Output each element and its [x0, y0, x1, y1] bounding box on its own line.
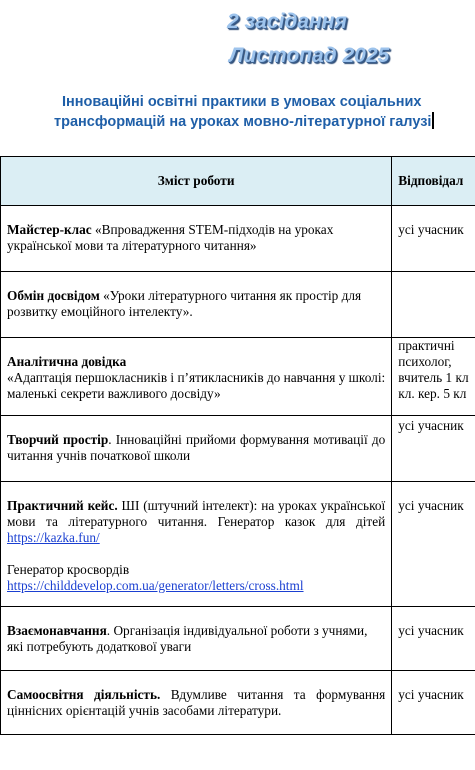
row-content [1, 206, 392, 272]
row-text: . Організація індивідуальної роботи з учнями, які потребують додаткової уваги [7, 623, 368, 654]
row-text: «Адаптація першокласників і п’ятикласників до навчання у школі: маленькі секрети важливого досвіду» [7, 370, 386, 401]
row-title: Обмін досвідом [7, 288, 100, 303]
row-content [1, 671, 392, 735]
column-header-content: Зміст роботи [1, 157, 392, 206]
table-row [1, 206, 475, 272]
row-content [1, 416, 392, 482]
row-title: Майстер-клас [7, 222, 92, 237]
row-responsible [392, 482, 475, 607]
crossword-generator-label: Генератор кросвордів [7, 562, 130, 577]
responsible-line: практичні [398, 338, 455, 353]
row-text: ШІ (штучний інтелект): на уроках української мови та літературного читання. Генератор казок для дітей [7, 498, 386, 529]
responsible-line: усі учасник [398, 418, 464, 433]
row-text: «Уроки літературного читання як простір для розвитку емоційного інтелекту». [7, 288, 362, 319]
row-content [1, 338, 392, 416]
row-responsible [392, 272, 475, 338]
work-plan-table [0, 156, 475, 735]
document-header [0, 0, 475, 150]
row-title: Аналітична довідка [7, 354, 127, 369]
row-content [1, 272, 392, 338]
table-row [1, 482, 475, 607]
responsible-line: усі учасник [398, 687, 464, 702]
topic-line-2-text: трансформацій на уроках мовно-літературної галузі [54, 114, 432, 130]
responsible-line: усі учасник [398, 222, 464, 237]
table-header-row [1, 157, 475, 206]
row-responsible [392, 671, 475, 735]
row-title: Творчий простір [7, 432, 109, 447]
crossword-generator-link[interactable]: https://childdevelop.com.ua/generator/letters/cross.html [7, 578, 304, 593]
row-title: Самоосвітня діяльність. [7, 687, 161, 702]
table-row [1, 416, 475, 482]
row-text: «Впровадження STEM-підходів на уроках української мови та літературного читання» [7, 222, 334, 253]
row-responsible [392, 607, 475, 671]
table-row [1, 671, 475, 735]
responsible-line: вчитель 1 кл [398, 370, 469, 385]
row-text: Вдумливе читання та формування ціннісних орієнтацій учнів засобами літератури. [7, 687, 386, 718]
row-responsible [392, 416, 475, 482]
table-row [1, 338, 475, 416]
kazka-link[interactable]: https://kazka.fun/ [7, 530, 100, 545]
session-title: 2 засідання [227, 10, 347, 33]
responsible-line: психолог, [398, 354, 452, 369]
row-content [1, 482, 392, 607]
responsible-line: кл. кер. 5 кл [398, 386, 467, 401]
table-row [1, 607, 475, 671]
row-text: . Інноваційні прийоми формування мотивації до читання учнів початкової школи [7, 432, 386, 463]
topic-line-2 [54, 112, 434, 132]
topic-line-1: Інноваційні освітні практики в умовах соціальних [62, 94, 422, 110]
text-cursor [432, 112, 434, 129]
column-header-responsible: Відповідал [392, 157, 475, 206]
row-responsible [392, 206, 475, 272]
responsible-line: усі учасник [398, 623, 464, 638]
row-content [1, 607, 392, 671]
row-title: Практичний кейс. [7, 498, 118, 513]
month-title: Листопад 2025 [229, 44, 390, 67]
row-responsible [392, 338, 475, 416]
row-title: Взаємонавчання [7, 623, 107, 638]
table-row [1, 272, 475, 338]
responsible-line: усі учасник [398, 498, 464, 513]
